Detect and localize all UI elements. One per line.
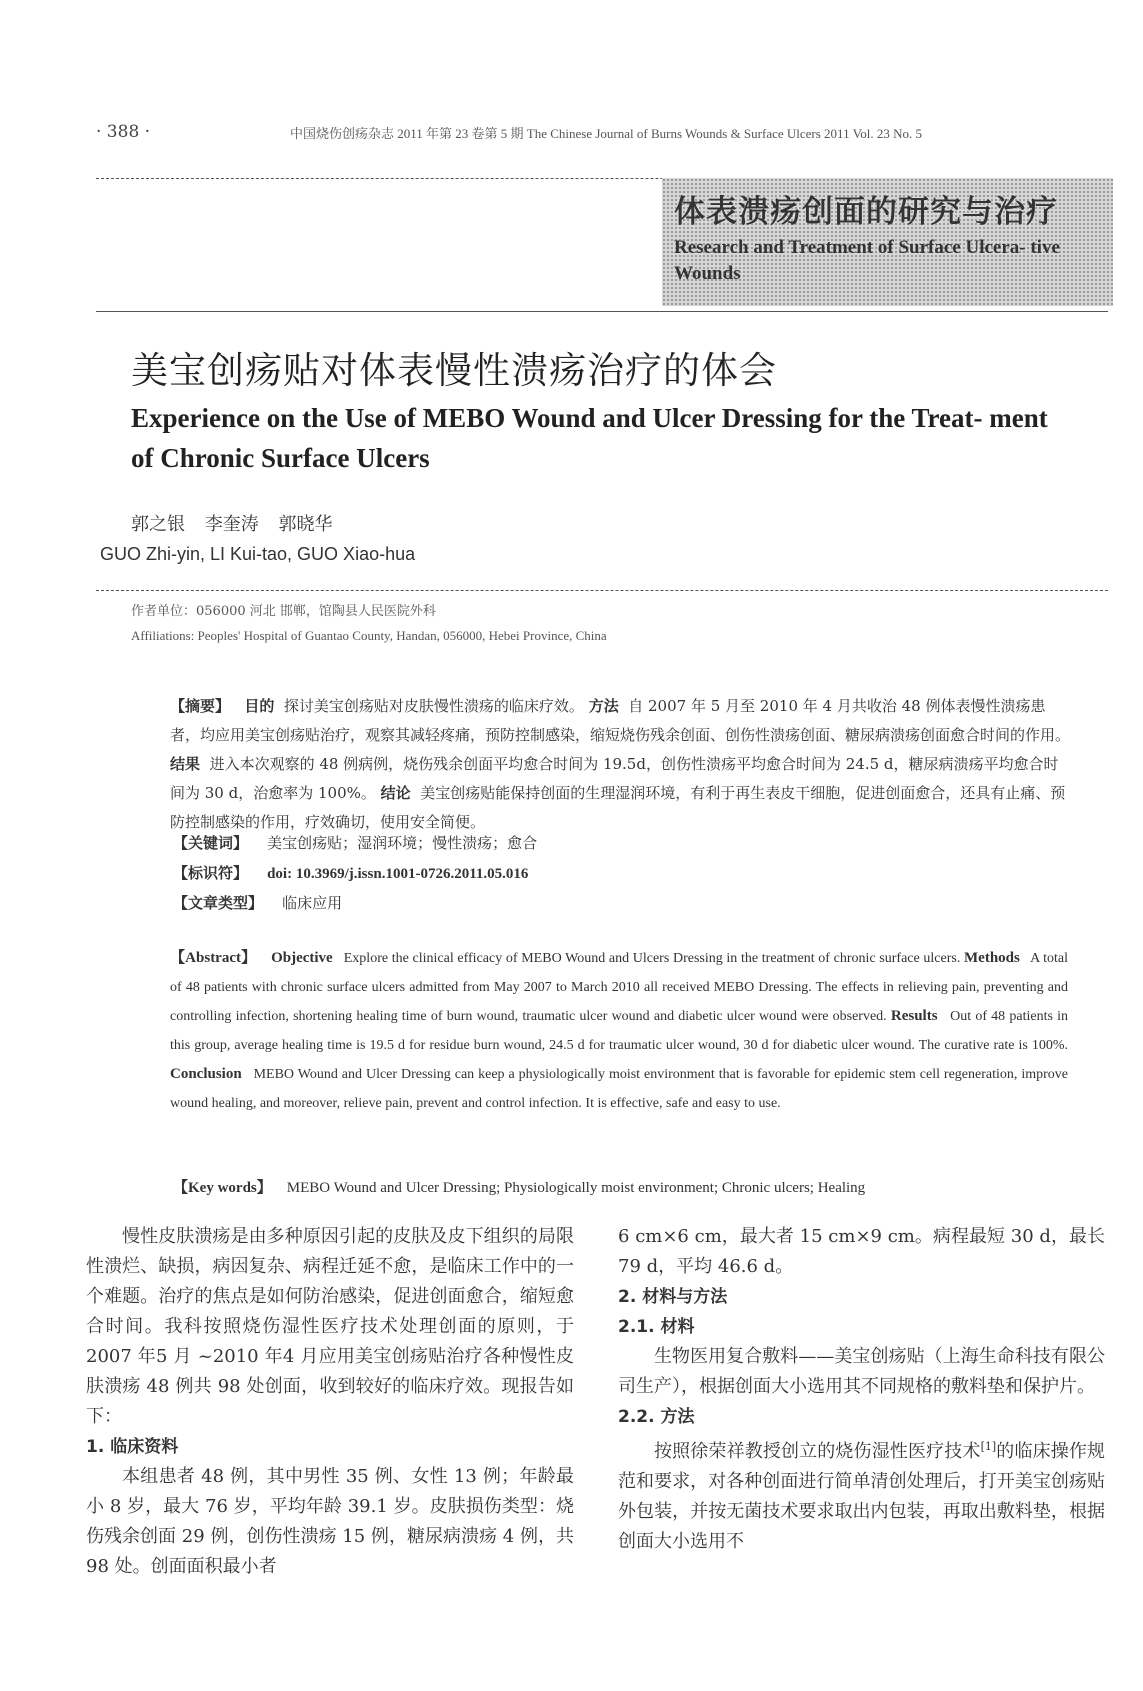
- abstract-zh: [170, 692, 1070, 837]
- section-2-2-heading: 2.2. 方法: [618, 1407, 695, 1427]
- section-2-1-paragraph: 生物医用复合敷料——美宝创疡贴（上海生命科技有限公司生产），根据创面大小选用其不同规格的敷料垫和保护片。: [618, 1346, 1105, 1397]
- methods-text: 自 2007 年 5 月至 2010 年 4 月共收治 48 例体表慢性溃疡患者，均应用美宝创疡贴治疗，观察其减轻疼痛，预防控制感染，缩短烧伤残余创面、创伤性溃疡创面、糖尿病溃疡创面愈合时间的作用。: [170, 697, 1071, 744]
- section-2-1-heading: 2.1. 材料: [618, 1317, 695, 1337]
- article-type-label: 【文章类型】: [173, 894, 264, 912]
- section-1-heading: 1. 临床资料: [86, 1437, 179, 1457]
- doi-text: doi: 10.3969/j.issn.1001-0726.2011.05.016: [267, 866, 529, 882]
- affiliation-en: Affiliations: Peoples' Hospital of Guantao County, Handan, 056000, Hebei Province, China: [131, 628, 607, 643]
- journal-running-header: 中国烧伤创疡杂志 2011 年第 23 卷第 5 期 The Chinese Journal of Burns Wounds & Surface Ulcers 2011 Vol. 23 No. 5: [290, 126, 923, 141]
- authors-zh: 郭之银 李奎涛 郭晓华: [131, 514, 333, 535]
- article-type-text: 临床应用: [282, 894, 343, 912]
- identifier-label: 【标识符】: [173, 864, 249, 882]
- section-1-continuation: 6 cm×6 cm，最大者 15 cm×9 cm。病程最短 30 d，最长 79 d，平均 46.6 d。: [618, 1226, 1105, 1277]
- results-label: 结果: [170, 755, 201, 773]
- authors-en: GUO Zhi-yin, LI Kui-tao, GUO Xiao-hua: [100, 544, 416, 564]
- article-type: [173, 892, 342, 913]
- conclusion-en-label: Conclusion: [170, 1066, 242, 1082]
- identifier: [173, 862, 528, 883]
- conclusion-en-text: MEBO Wound and Ulcer Dressing can keep a physiologically moist environment that is favorable for epidemic stem cell regeneration, improve wound healing, and moreover, relieve pain, prevent and control infection. It is effective, safe and easy to use.: [170, 1067, 1068, 1111]
- objective-en-text: Explore the clinical efficacy of MEBO Wound and Ulcers Dressing in the treatment of chronic surface ulcers.: [343, 951, 961, 966]
- methods-label: 方法: [588, 697, 619, 715]
- section-rule: [96, 311, 1108, 312]
- keywords-en-label: 【Key words】: [173, 1180, 272, 1196]
- conclusion-text: 美宝创疡贴能保持创面的生理湿润环境，有利于再生表皮干细胞，促进创面愈合，还具有止痛、预防控制感染的作用，疗效确切，使用安全简便。: [170, 784, 1066, 831]
- abstract-en: [170, 944, 1068, 1118]
- objective-en-label: Objective: [271, 950, 333, 966]
- keywords-zh-text: 美宝创疡贴；湿润环境；慢性溃疡；愈合: [267, 834, 538, 852]
- reference-marker[interactable]: [1]: [980, 1440, 997, 1453]
- affiliation-zh: 作者单位：056000 河北 邯郸，馆陶县人民医院外科: [131, 604, 436, 619]
- body-column-right: [618, 1222, 1105, 1557]
- results-en-text: Out of 48 patients in this group, average healing time is 19.5 d for residue burn wound, 24.5 d for traumatic ulcer wound, 30 d for diabetic ulcer wound. The curative rate is 100%.: [170, 1009, 1069, 1053]
- section-banner-title-zh: 体表溃疡创面的研究与治疗: [674, 194, 1058, 230]
- objective-text: 探讨美宝创疡贴对皮肤慢性溃疡的临床疗效。: [283, 697, 584, 715]
- abstract-en-label: 【Abstract】: [170, 950, 257, 966]
- abstract-zh-label: 【摘要】: [170, 697, 231, 715]
- section-2-2-paragraph: [618, 1432, 1105, 1557]
- page-number: · 388 ·: [96, 122, 151, 142]
- article-title-en: Experience on the Use of MEBO Wound and Ulcer Dressing for the Treat- ment of Chronic Surface Ulcers: [131, 403, 1048, 473]
- section-banner-title-en: Research and Treatment of Surface Ulcera- tive Wounds: [674, 237, 1060, 284]
- section-2-heading: 2. 材料与方法: [618, 1287, 728, 1307]
- results-text: 进入本次观察的 48 例病例，烧伤残余创面平均愈合时间为 19.5d，创伤性溃疡平均愈合时间为 24.5 d，糖尿病溃疡平均愈合时间为 30 d，治愈率为 100%。: [170, 755, 1059, 802]
- keywords-en-text: MEBO Wound and Ulcer Dressing; Physiologically moist environment; Chronic ulcers; Healing: [286, 1180, 866, 1196]
- section-2-2-text-a: 按照徐荣祥教授创立的烧伤湿性医疗技术: [654, 1441, 981, 1462]
- keywords-en: [173, 1176, 865, 1197]
- keywords-zh-label: 【关键词】: [173, 834, 249, 852]
- conclusion-label: 结论: [380, 784, 411, 802]
- objective-label: 目的: [244, 697, 275, 715]
- methods-en-label: Methods: [964, 950, 1020, 966]
- results-en-label: Results: [890, 1008, 938, 1024]
- article-title-zh: 美宝创疡贴对体表慢性溃疡治疗的体会: [131, 349, 777, 392]
- keywords-zh: [173, 832, 537, 853]
- section-1-paragraph: 本组患者 48 例，其中男性 35 例、女性 13 例；年龄最小 8 岁，最大 76 岁，平均年龄 39.1 岁。皮肤损伤类型：烧伤残余创面 29 例，创伤性溃疡 15 例，糖尿病溃疡 4 例，共 98 处。创面面积最小者: [86, 1466, 574, 1577]
- methods-en-text: A total of 48 patients with chronic surface ulcers admitted from May 2007 to March 2010 all received MEBO Dressing. The effects in relieving pain, preventing and controlling infection, shortening healing time of burn wound, traumatic ulcer wound and diabetic ulcer wound were observed.: [170, 951, 1069, 1024]
- affiliation-rule: [96, 590, 1108, 591]
- body-column-left: [86, 1222, 574, 1582]
- section-2-2-text-b: 的临床操作规范和要求，对各种创面进行简单清创处理后，打开美宝创疡贴外包装，并按无菌技术要求取出内包装，再取出敷料垫，根据创面大小选用不: [618, 1441, 1106, 1552]
- intro-paragraph: 慢性皮肤溃疡是由多种原因引起的皮肤及皮下组织的局限性溃烂、缺损，病因复杂、病程迁延不愈，是临床工作中的一个难题。治疗的焦点是如何防治感染，促进创面愈合，缩短愈合时间。我科按照烧伤湿性医疗技术处理创面的原则，于2007 年5 月 ~2010 年4 月应用美宝创疡贴治疗各种慢性皮肤溃疡 48 例共 98 处创面，收到较好的临床疗效。现报告如下：: [86, 1226, 574, 1427]
